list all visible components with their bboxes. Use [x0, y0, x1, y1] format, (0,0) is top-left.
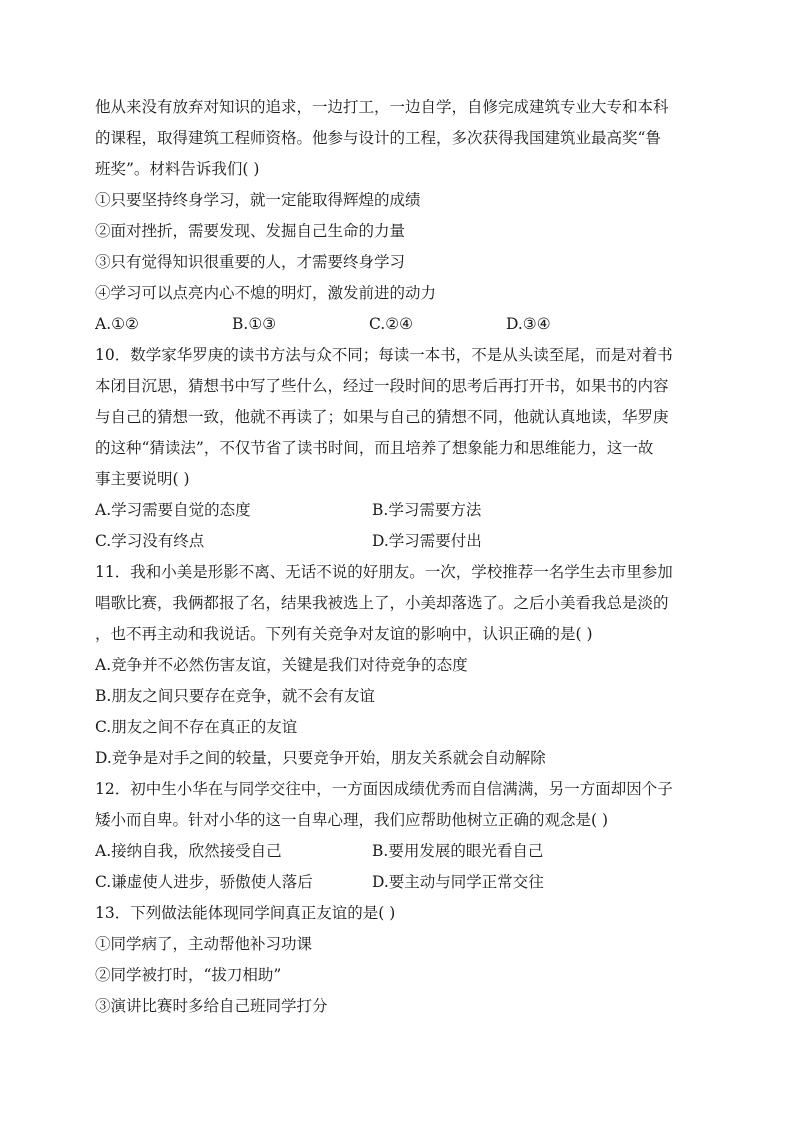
options-row	[95, 526, 705, 557]
question-stem-line: 10．数学家华罗庚的读书方法与众不同；每读一本书，不是从头读至尾，而是对着书	[95, 346, 673, 364]
options-row	[95, 309, 705, 340]
option-b: B.朋友之间只要存在竞争，就不会有友谊	[95, 687, 375, 705]
question-stem-line: 事主要说明( )	[95, 470, 190, 488]
option-c: C.谦虚使人进步，骄傲使人落后	[95, 873, 313, 891]
question-stem-line: 的这种“猜读法”，不仅节省了读书时间，而且培养了想象能力和思维能力，这一故	[95, 439, 654, 457]
question-stem-line: 11．我和小美是形影不离、无话不说的好朋友。一次，学校推荐一名学生去市里参加	[95, 563, 673, 581]
question-12	[95, 774, 705, 898]
options-row	[95, 836, 705, 867]
option-c: C.学习没有终点	[95, 532, 205, 550]
option-b: B.要用发展的眼光看自己	[372, 842, 544, 860]
option-b: B.学习需要方法	[372, 501, 482, 519]
question-9	[95, 92, 705, 340]
option-d: D.要主动与同学正常交往	[372, 873, 544, 891]
statement: ①只要坚持终身学习，就一定能取得辉煌的成绩	[95, 191, 421, 209]
statement: ④学习可以点亮内心不熄的明灯，激发前进的动力	[95, 284, 437, 302]
passage-line: 的课程，取得建筑工程师资格。他参与设计的工程，多次获得我国建筑业最高奖“鲁	[95, 129, 661, 147]
option-a: A.①②	[95, 315, 139, 333]
statement: ③只有觉得知识很重要的人，才需要终身学习	[95, 253, 406, 271]
option-d: D.学习需要付出	[372, 532, 482, 550]
question-13	[95, 898, 705, 1022]
statement: ②同学被打时，“拔刀相助”	[95, 966, 282, 984]
question-10	[95, 340, 705, 557]
question-stem-line: 矮小而自卑。针对小华的这一自卑心理，我们应帮助他树立正确的观念是( )	[95, 811, 609, 829]
question-stem-line: ，也不再主动和我说话。下列有关竞争对友谊的影响中，认识正确的是( )	[95, 625, 593, 643]
passage-line: 班奖”。材料告诉我们( )	[95, 160, 260, 178]
option-d: D.③④	[506, 315, 551, 333]
question-stem-line: 与自己的猜想一致，他就不再读了；如果与自己的猜想不同，他就认真地读，华罗庚	[95, 408, 669, 426]
options-row	[95, 867, 705, 898]
option-d: D.竞争是对手之间的较量，只要竞争开始，朋友关系就会自动解除	[95, 749, 546, 767]
options-row	[95, 495, 705, 526]
statement: ①同学病了，主动帮他补习功课	[95, 935, 313, 953]
question-stem-line: 本闭目沉思，猜想书中写了些什么，经过一段时间的思考后再打开书，如果书的内容	[95, 377, 669, 395]
option-b: B.①③	[232, 315, 277, 333]
passage-line: 他从来没有放弃对知识的追求，一边打工，一边自学，自修完成建筑专业大专和本科	[95, 98, 669, 116]
question-stem-line: 唱歌比赛，我俩都报了名，结果我被选上了，小美却落选了。之后小美看我总是淡的	[95, 594, 669, 612]
question-stem-line: 13．下列做法能体现同学间真正友谊的是( )	[95, 904, 396, 922]
option-a: A.接纳自我，欣然接受自己	[95, 842, 282, 860]
question-stem-line: 12．初中生小华在与同学交往中，一方面因成绩优秀而自信满满，另一方面却因个子	[95, 780, 673, 798]
question-11	[95, 557, 705, 774]
option-c: C.朋友之间不存在真正的友谊	[95, 718, 298, 736]
statement: ③演讲比赛时多给自己班同学打分	[95, 997, 328, 1015]
option-a: A.学习需要自觉的态度	[95, 501, 251, 519]
statement: ②面对挫折，需要发现、发掘自己生命的力量	[95, 222, 406, 240]
option-a: A.竞争并不必然伤害友谊，关键是我们对待竞争的态度	[95, 656, 468, 674]
page-content	[95, 92, 705, 1022]
option-c: C.②④	[369, 315, 414, 333]
